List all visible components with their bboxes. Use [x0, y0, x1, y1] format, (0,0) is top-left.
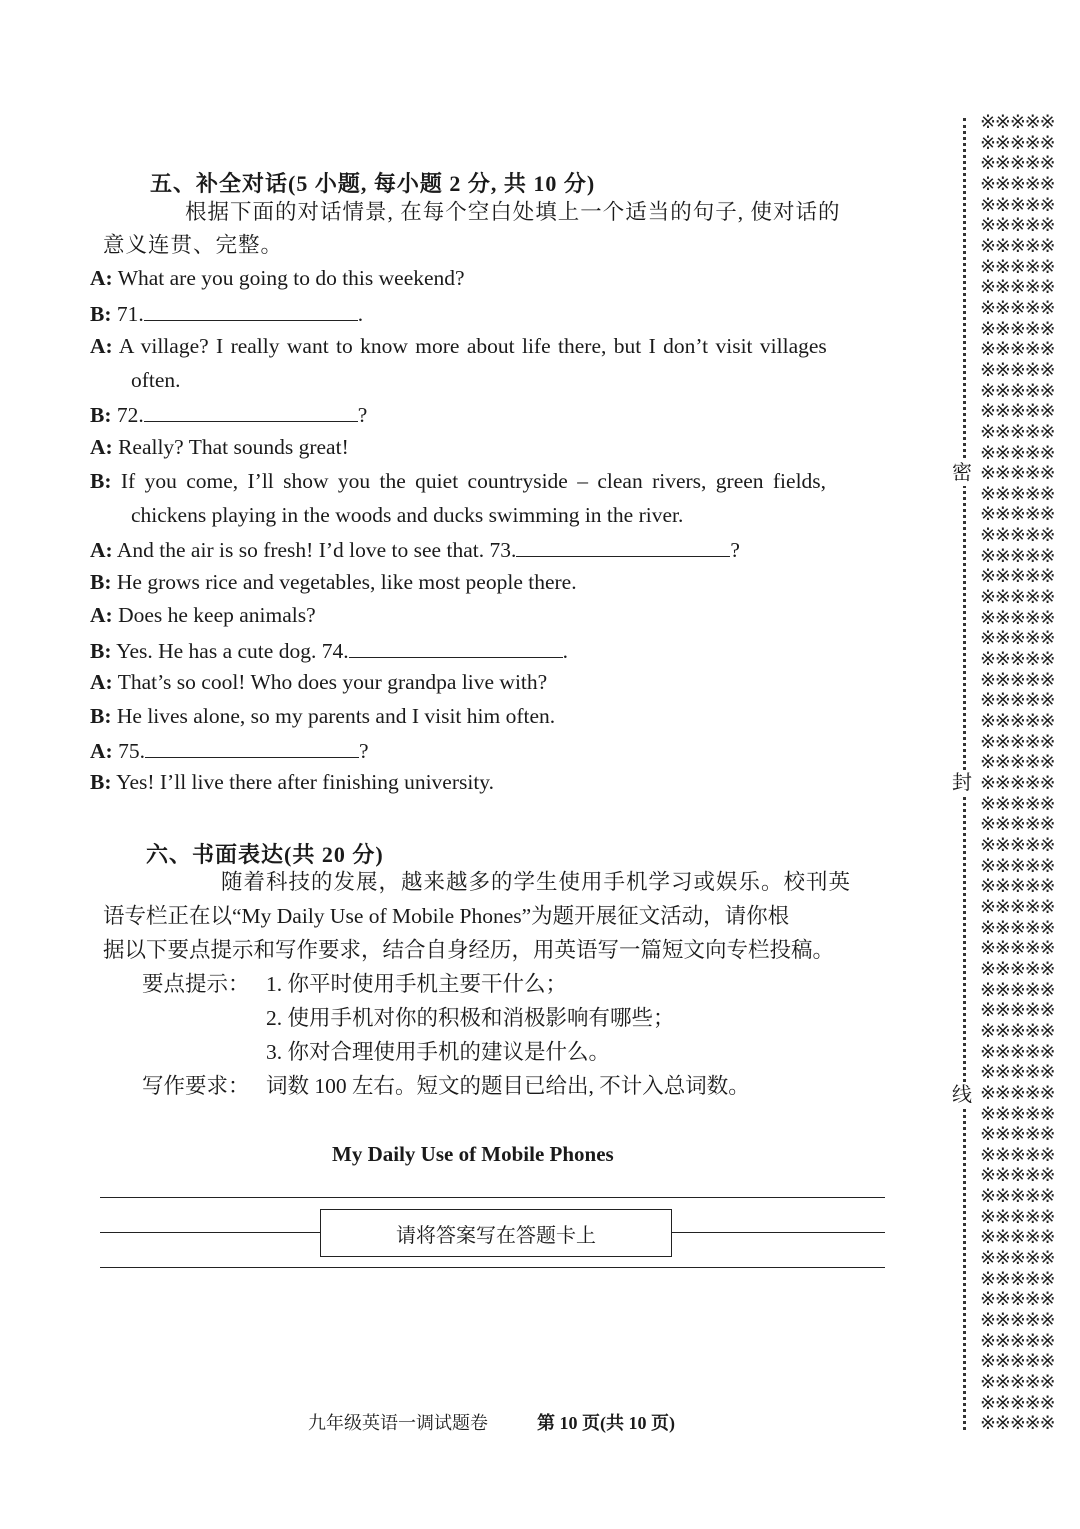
- binding-pattern: ※※※※※ ※※※※※ ※※※※※ ※※※※※ ※※※※※ ※※※※※ ※※※※※ ※※※※※ ※※※※※ ※※※※※ ※※※※※ ※※※※※ ※※※※※ ※※※※※ ※※※※※ ※※※※※ ※※※※※ ※※※※※ ※※※※※ ※※※※※ ※※※※※ ※※※※※ ※※※※※ ※※※※※ ※※※※※ ※※※※※ ※※※※※ ※※※※※ ※※※※※ ※※※※※ ※※※※※ ※※※※※ ※※※※※ ※※※※※ ※※※※※ ※※※※※ ※※※※※ ※※※※※ ※※※※※ ※※※※※ ※※※※※ ※※※※※ ※※※※※ ※※※※※ ※※※※※ ※※※※※ ※※※※※ ※※※※※ ※※※※※ ※※※※※ ※※※※※ ※※※※※ ※※※※※ ※※※※※ ※※※※※ ※※※※※ ※※※※※ ※※※※※ ※※※※※ ※※※※※ ※※※※※ ※※※※※ ※※※※※ ※※※※※: [980, 111, 1055, 1435]
- question-number: 72.: [116, 403, 144, 427]
- question-number: 75.: [118, 739, 145, 763]
- seal-char-feng: 封: [952, 772, 972, 794]
- section5-instruction-line1: 根据下面的对话情景, 在每个空白处填上一个适当的句子, 使对话的: [185, 200, 841, 224]
- question-number: 71.: [116, 302, 144, 326]
- punctuation: .: [562, 639, 568, 663]
- speaker-label: B:: [90, 302, 112, 326]
- speaker-label: B:: [90, 469, 112, 493]
- speaker-label: A:: [90, 603, 113, 627]
- points-label: 要点提示：: [142, 972, 250, 996]
- dialogue-text: He grows rice and vegetables, like most people there.: [116, 570, 577, 594]
- section5-instruction-line2: 意义连贯、完整。: [103, 233, 284, 257]
- answer-card-notice-text: 请将答案写在答题卡上: [396, 1224, 596, 1247]
- dialogue-text: Does he keep animals?: [118, 603, 316, 627]
- answer-blank-71[interactable]: [144, 302, 358, 321]
- dialogue-text: That’s so cool! Who does your grandpa live with?: [117, 670, 548, 694]
- page-number: 第 10 页(共 10 页): [537, 1413, 675, 1433]
- dialogue-line-8: [90, 572, 577, 594]
- dialogue-line-14: [90, 772, 494, 794]
- speaker-label: A:: [90, 739, 113, 763]
- dialogue-line-72: [90, 403, 367, 427]
- seal-char-xian: 线: [952, 1084, 972, 1106]
- dialogue-line-6-cont: chickens playing in the woods and ducks swimming in the river.: [131, 503, 684, 527]
- dialogue-line-12: [90, 706, 555, 728]
- dialogue-line-3: [90, 336, 827, 358]
- dialogue-line-1: [90, 268, 465, 290]
- dialogue-line-3-cont: often.: [131, 368, 181, 392]
- dialogue-line-73: [90, 538, 740, 562]
- dialogue-text: Yes! I’ll live there after finishing university.: [116, 770, 495, 794]
- requirement-label: 写作要求：: [142, 1074, 250, 1098]
- answer-blank-73[interactable]: [516, 538, 730, 557]
- dialogue-text: If you come, I’ll show you the quiet countryside – clean rivers, green fields,: [120, 469, 827, 493]
- section6-para-line2: 语专栏正在以“My Daily Use of Mobile Phones”为题开展征文活动，请你根: [103, 904, 790, 928]
- dialogue-line-9: [90, 605, 316, 627]
- section6-title: 六、书面表达(共 20 分): [146, 842, 384, 867]
- speaker-label: A:: [90, 435, 113, 459]
- dialogue-line-71: [90, 302, 363, 326]
- speaker-label: B:: [90, 704, 112, 728]
- writing-line: [100, 1197, 885, 1198]
- dialogue-line-11: [90, 672, 547, 694]
- dialogue-text: What are you going to do this weekend?: [117, 266, 465, 290]
- dialogue-line-6: [90, 471, 826, 493]
- seal-char-mi: 密: [952, 462, 972, 484]
- writing-line: [672, 1232, 885, 1233]
- point-3: 3. 你对合理使用手机的建议是什么。: [266, 1040, 611, 1064]
- punctuation: ?: [358, 739, 369, 763]
- dialogue-line-75: [90, 739, 368, 763]
- dialogue-line-5: [90, 437, 349, 459]
- writing-line: [100, 1267, 885, 1268]
- exam-name: 九年级英语一调试题卷: [308, 1413, 488, 1433]
- dialogue-text: A village? I really want to know more about life there, but I don’t visit villages: [118, 334, 827, 358]
- speaker-label: A:: [90, 266, 113, 290]
- section5-title: 五、补全对话(5 小题, 每小题 2 分, 共 10 分): [150, 171, 596, 196]
- dialogue-line-74: [90, 639, 568, 663]
- dialogue-text: Yes. He has a cute dog. 74.: [116, 639, 349, 663]
- answer-card-notice: [320, 1209, 672, 1257]
- punctuation: .: [357, 302, 364, 326]
- section6-para-line3: 据以下要点提示和写作要求，结合自身经历，用英语写一篇短文向专栏投稿。: [103, 938, 835, 962]
- answer-blank-75[interactable]: [145, 739, 359, 758]
- dialogue-text: And the air is so fresh! I’d love to see that. 73.: [116, 538, 517, 562]
- answer-blank-72[interactable]: [144, 403, 358, 422]
- speaker-label: B:: [90, 770, 112, 794]
- punctuation: ?: [730, 538, 740, 562]
- section6-para-line1: 随着科技的发展，越来越多的学生使用手机学习或娱乐。校刊英: [221, 870, 852, 894]
- point-1: 1. 你平时使用手机主要干什么；: [266, 972, 568, 996]
- answer-blank-74[interactable]: [349, 639, 563, 658]
- speaker-label: B:: [90, 570, 112, 594]
- speaker-label: A:: [90, 334, 113, 358]
- speaker-label: B:: [90, 403, 112, 427]
- dialogue-text: He lives alone, so my parents and I visit him often.: [116, 704, 556, 728]
- requirement-text: 词数 100 左右。短文的题目已给出, 不计入总词数。: [266, 1074, 750, 1098]
- point-2: 2. 使用手机对你的积极和消极影响有哪些；: [266, 1006, 675, 1030]
- essay-title: My Daily Use of Mobile Phones: [332, 1142, 614, 1166]
- speaker-label: B:: [90, 639, 112, 663]
- dialogue-text: Really? That sounds great!: [118, 435, 349, 459]
- speaker-label: A:: [90, 538, 113, 562]
- speaker-label: A:: [90, 670, 113, 694]
- writing-line: [100, 1232, 320, 1233]
- punctuation: ?: [357, 403, 368, 427]
